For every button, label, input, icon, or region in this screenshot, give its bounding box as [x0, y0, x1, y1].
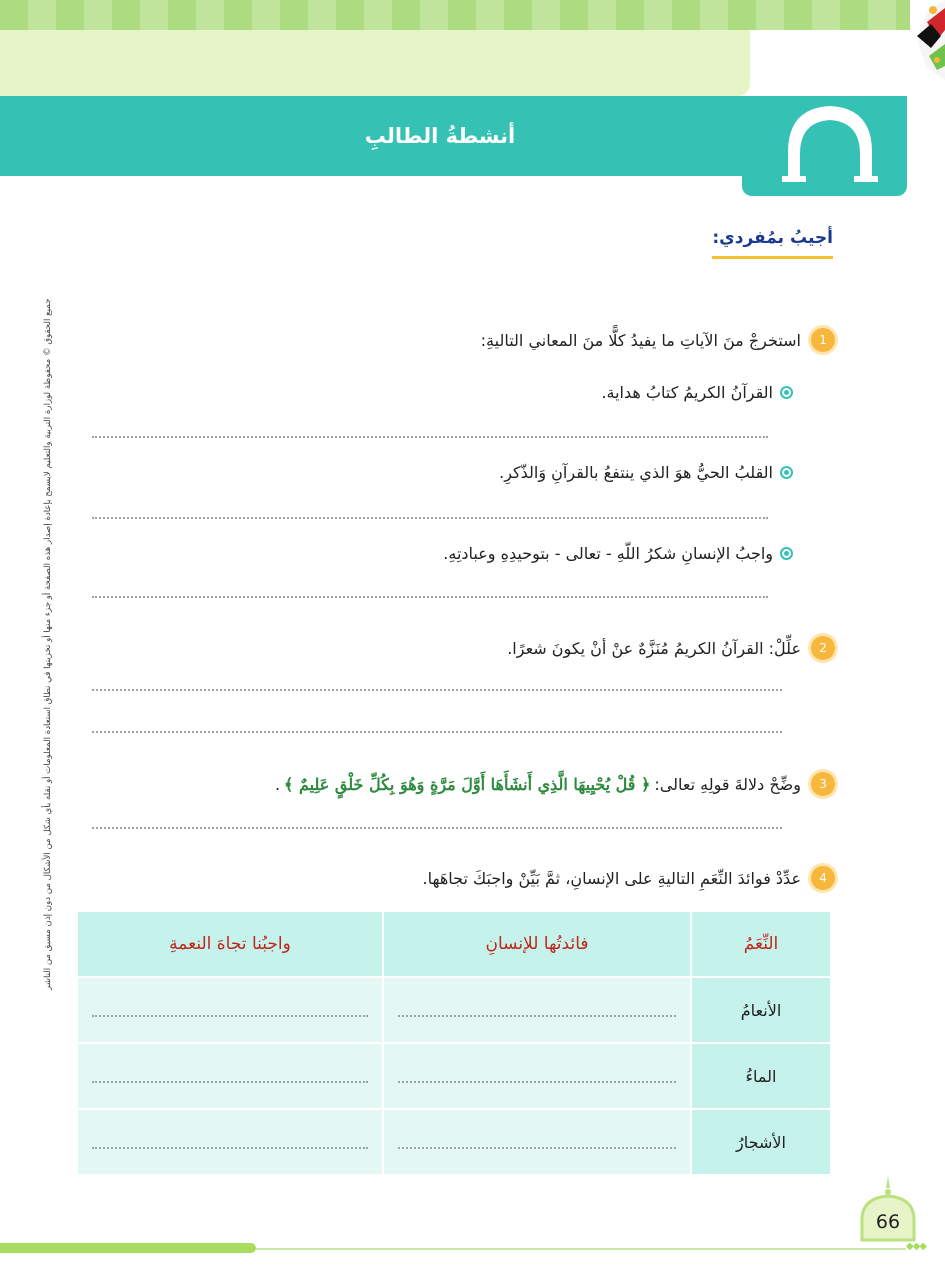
copyright-text: جميع الحقوق © محفوظة لوزارة التربية والتعليم لايسمح بإعادة إصدار هذه الصفحة أو جزء منها أو تخزينها في نطاق استعادة المعلومات أو نقله بأي شكل من الأشكال من دون إذن مسبق من الناشر	[43, 298, 53, 990]
row-label: الأشجارُ	[691, 1109, 831, 1175]
duty-answer-cell[interactable]	[77, 1109, 383, 1175]
column-header-benefit: فائدتُها للإنسانِ	[383, 911, 691, 977]
question-text: علِّلْ: القرآنُ الكريمُ مُنَزَّهٌ عنْ أنْ يكونَ شعرًا.	[507, 638, 801, 658]
answer-line[interactable]	[92, 436, 768, 438]
answer-line[interactable]	[92, 596, 768, 598]
question-text: استخرجْ منَ الآياتِ ما يفيدُ كلًّا منَ المعاني التاليةِ:	[480, 330, 801, 350]
benefit-answer-cell[interactable]	[383, 977, 691, 1043]
column-header-blessing: النِّعَمُ	[691, 911, 831, 977]
duty-answer-cell[interactable]	[77, 977, 383, 1043]
table-row	[77, 1043, 831, 1109]
footer-bar	[0, 1243, 256, 1253]
page-number: 66	[875, 1211, 901, 1233]
answer-line[interactable]	[92, 731, 782, 733]
blessings-table	[76, 910, 832, 1176]
question-1	[481, 328, 835, 352]
answer-line[interactable]	[92, 827, 782, 829]
table-header-row	[77, 911, 831, 977]
footer-diamonds-icon: ◆◆◆	[906, 1241, 927, 1252]
footer-line	[256, 1248, 906, 1250]
bullet-text: القرآنُ الكريمُ كتابُ هداية.	[601, 383, 773, 402]
page-title: أنشطةُ الطالبِ	[364, 124, 516, 148]
question-number-badge: 1	[811, 328, 835, 352]
duty-answer-cell[interactable]	[77, 1043, 383, 1109]
question-text: عدِّدْ فوائدَ النِّعَمِ التاليةِ على الإنسانِ، ثمَّ بَيِّنْ واجبَكَ تجاهَها.	[422, 868, 801, 888]
row-label: الماءُ	[691, 1043, 831, 1109]
table-row	[77, 1109, 831, 1175]
answer-line[interactable]	[92, 517, 768, 519]
question-number-badge: 2	[811, 636, 835, 660]
benefit-answer-cell[interactable]	[383, 1043, 691, 1109]
bullet-icon	[780, 386, 793, 399]
bullet-text: واجبُ الإنسانِ شكرُ اللّهِ - تعالى - بتوحيدِهِ وعبادتِهِ.	[443, 544, 773, 563]
q1-bullet-2	[499, 463, 793, 482]
bullet-icon	[780, 466, 793, 479]
top-light-band	[0, 30, 750, 96]
question-text: وضِّحْ دلالةَ قولِهِ تعالى:	[654, 774, 801, 794]
q1-bullet-3	[443, 544, 793, 563]
corner-ornament-icon	[907, 0, 945, 80]
benefit-answer-cell[interactable]	[383, 1109, 691, 1175]
question-2	[507, 636, 835, 660]
section-heading: أجيبُ بمُفردي:	[712, 228, 833, 259]
question-4	[422, 866, 835, 890]
q1-bullet-1	[601, 383, 793, 402]
question-3	[275, 772, 835, 796]
row-label: الأنعامُ	[691, 977, 831, 1043]
question-number-badge: 3	[811, 772, 835, 796]
answer-line[interactable]	[92, 689, 782, 691]
question-number-badge: 4	[811, 866, 835, 890]
table-row	[77, 977, 831, 1043]
quran-verse: ﴿ قُلْ يُحْيِيهَا الَّذِي أَنشَأَهَا أَوَّلَ مَرَّةٍ وَهُوَ بِكُلِّ خَلْقٍ عَلِيمٌ ﴾	[284, 774, 651, 794]
column-header-duty: واجبُنا تجاهَ النعمةِ	[77, 911, 383, 977]
bullet-text: القلبُ الحيُّ هوَ الذي ينتفعُ بالقرآنِ وَالذّكرِ.	[499, 463, 773, 482]
copyright-side-note	[43, 298, 64, 990]
top-decorative-pattern	[0, 0, 910, 30]
verse-end-mark: .	[274, 774, 281, 794]
bullet-icon	[780, 547, 793, 560]
